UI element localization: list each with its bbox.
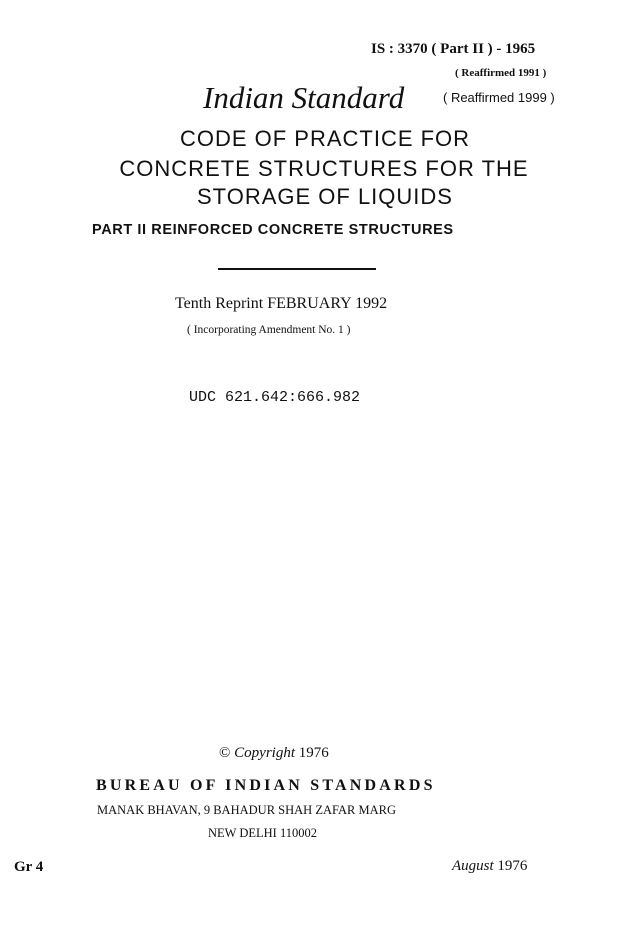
- copyright-icon: ©: [219, 745, 231, 761]
- reaffirmed-1999: ( Reaffirmed 1999 ): [443, 90, 555, 105]
- publisher-name: BUREAU OF INDIAN STANDARDS: [96, 777, 436, 794]
- date-month: August: [452, 858, 494, 874]
- date-year: 1976: [497, 858, 528, 874]
- copyright-year: 1976: [298, 745, 329, 761]
- publication-date: [452, 858, 527, 875]
- reaffirmed-1991: ( Reaffirmed 1991 ): [455, 67, 547, 79]
- divider-rule: [218, 268, 376, 270]
- title-line-1: CODE OF PRACTICE FOR: [179, 126, 471, 151]
- indian-standard-heading: Indian Standard: [203, 80, 405, 115]
- udc-code: UDC 621.642:666.982: [189, 389, 361, 406]
- address-line-1: MANAK BHAVAN, 9 BAHADUR SHAH ZAFAR MARG: [97, 803, 396, 817]
- price-group: Gr 4: [14, 859, 44, 875]
- title-line-3: STORAGE OF LIQUIDS: [197, 184, 453, 209]
- copyright-line: [219, 745, 329, 762]
- is-number: IS : 3370 ( Part II ) - 1965: [371, 41, 536, 57]
- part-title: PART II REINFORCED CONCRETE STRUCTURES: [92, 222, 454, 238]
- address-line-2: NEW DELHI 110002: [208, 826, 318, 840]
- copyright-word: Copyright: [234, 745, 295, 761]
- title-line-2: CONCRETE STRUCTURES FOR THE: [119, 156, 529, 181]
- reprint-edition: Tenth Reprint FEBRUARY 1992: [175, 295, 388, 312]
- amendment-note: ( Incorporating Amendment No. 1 ): [187, 324, 351, 336]
